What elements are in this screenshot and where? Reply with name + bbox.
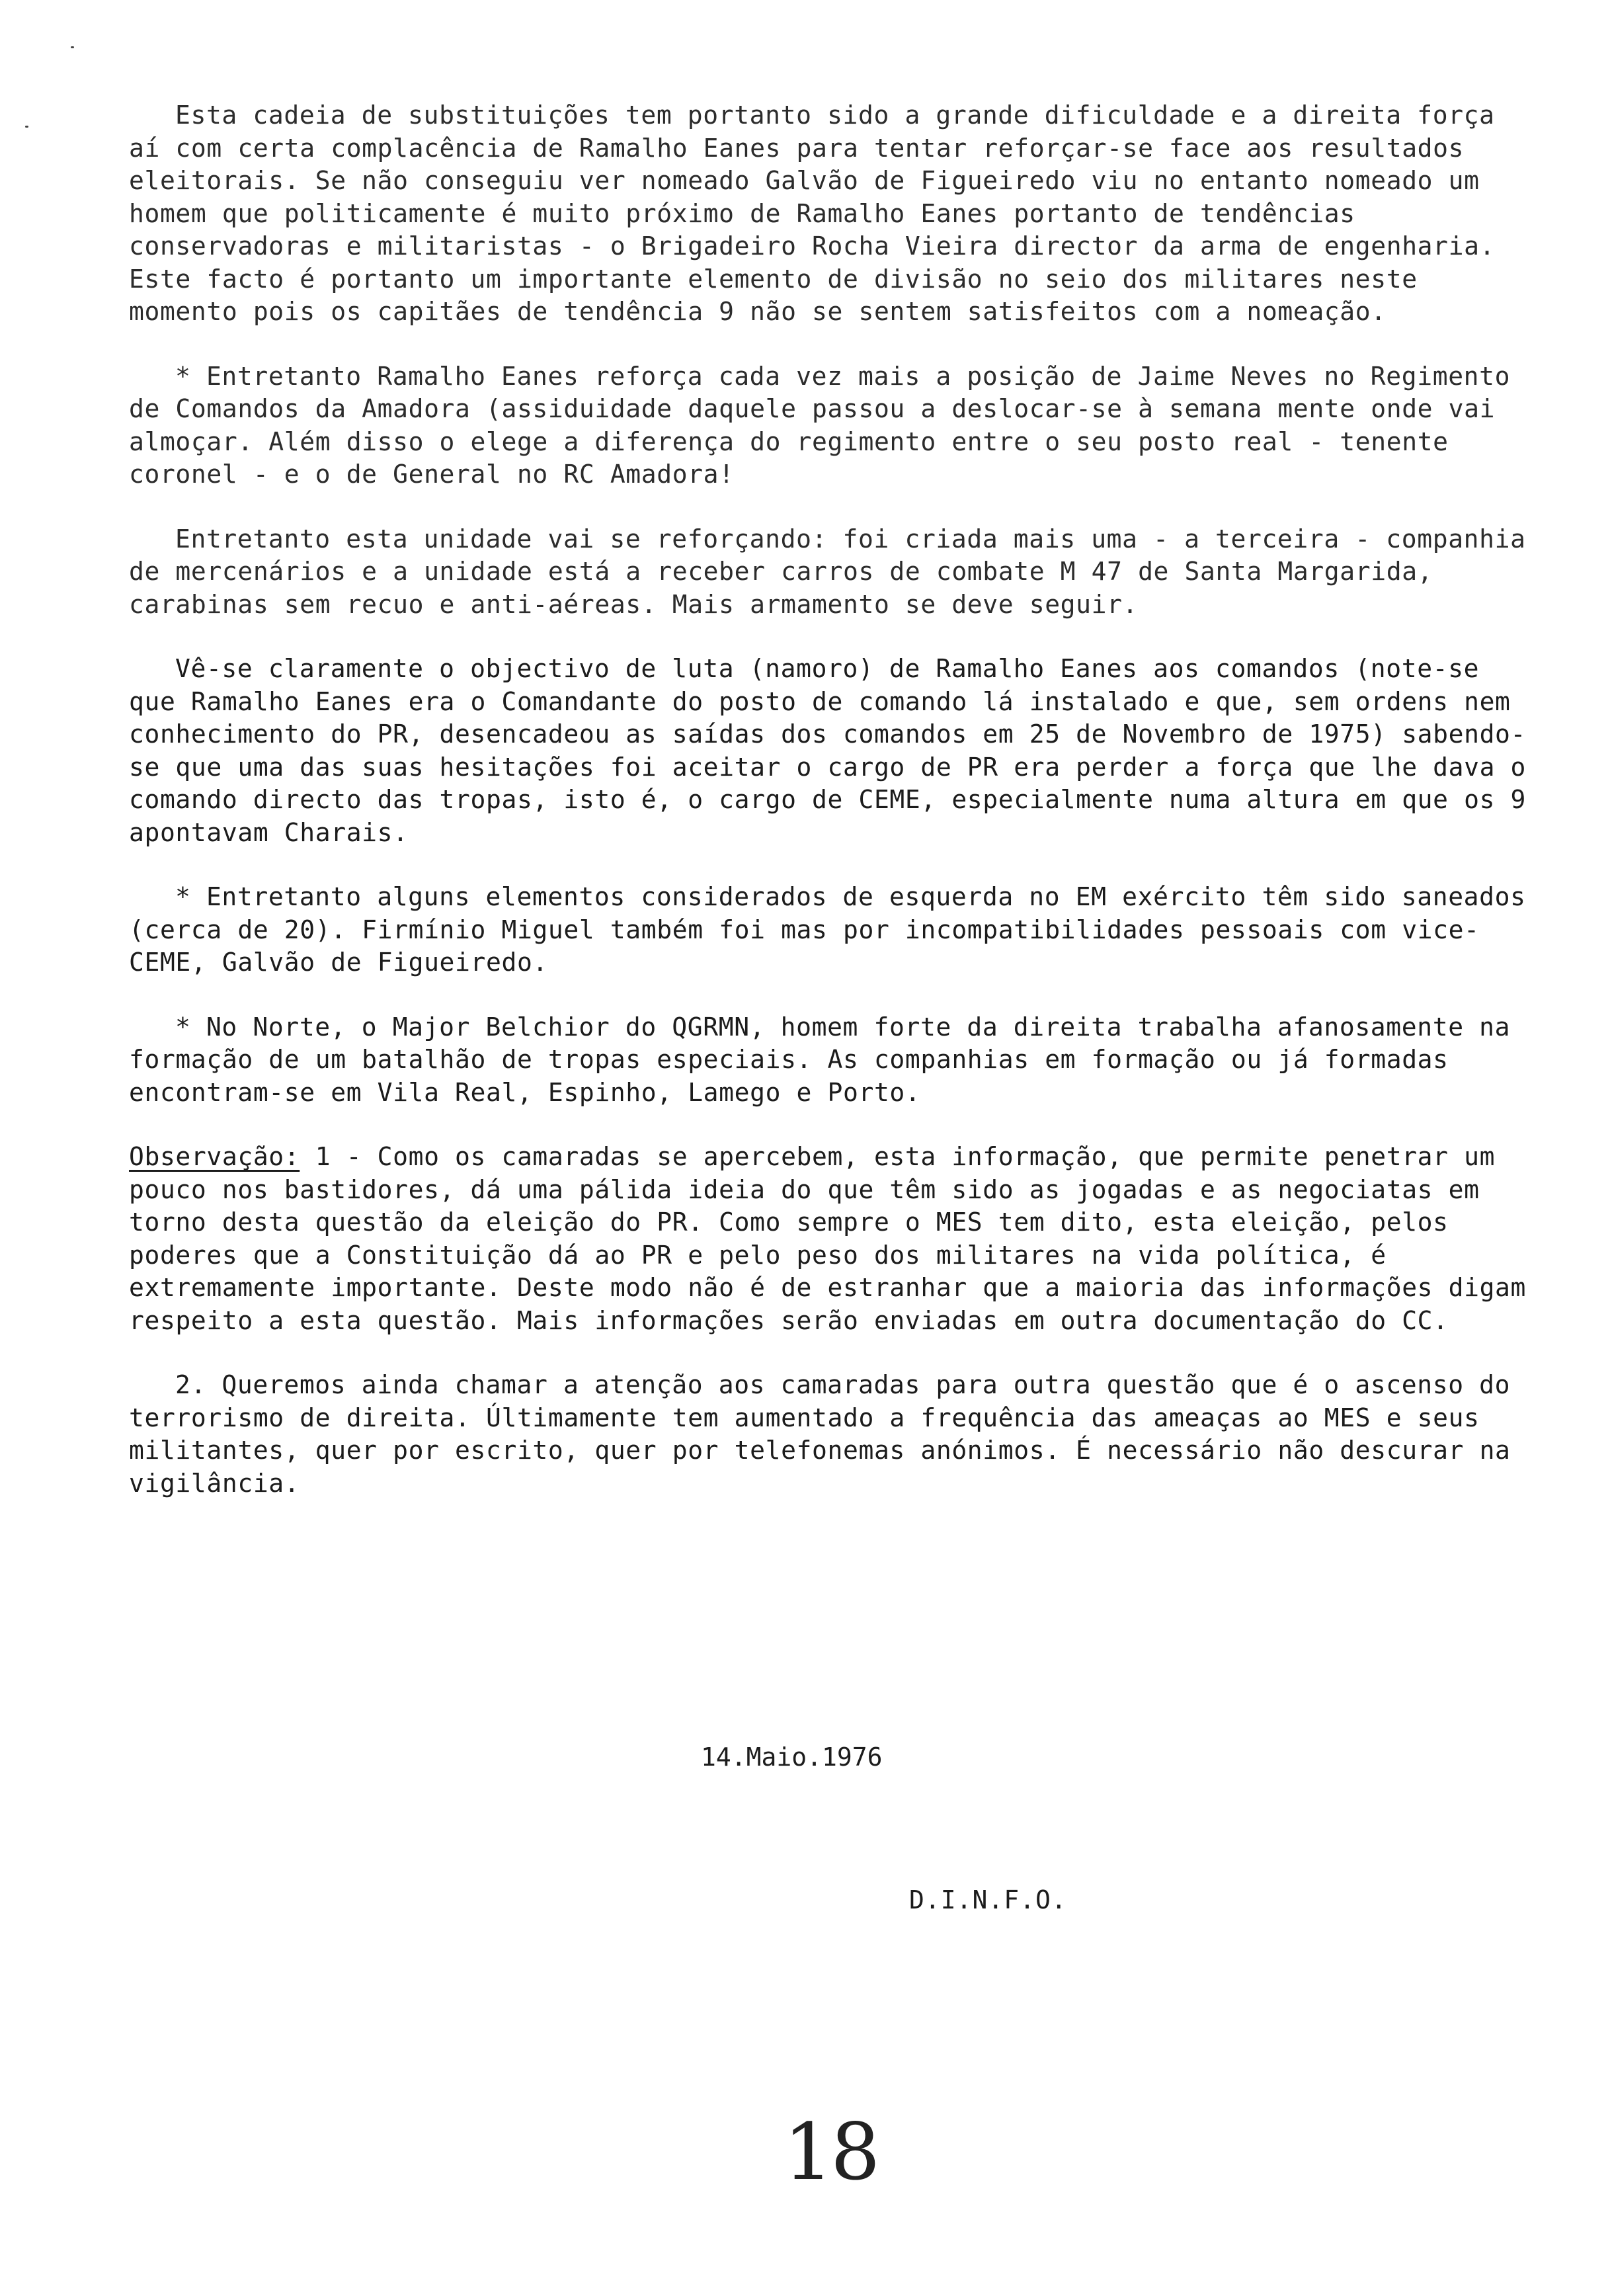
document-body	[129, 99, 1531, 1532]
paragraph-eanes-objective: Vê-se claramente o objectivo de luta (namoro) de Ramalho Eanes aos comandos (note-se que Ramalho Eanes era o Comandante do posto de comando lá instalado e que, sem ordens nem conhecimento do PR, desencadeou as saídas dos comandos em 25 de Novembro de 1975) sabendo-se que uma das suas hesitações foi aceitar o cargo de PR era perder a força que lhe dava o comando directo das tropas, isto é, o cargo de CEME, especialmente numa altura em que os 9 apontavam Charais.	[129, 654, 1527, 847]
observation-text: 1 - Como os camaradas se apercebem, esta informação, que permite penetrar um pouco nos bastidores, dá uma pálida ideia do que têm sido as jogadas e as negociatas em torno desta questão da eleição do PR. Como sempre o MES tem dito, esta eleição, pelos poderes que a Constituição dá ao PR e pelo peso dos militares na vida política, é extremamente importante. Deste modo não é de estranhar que a maioria das informações digam respeito a esta questão. Mais informações serão enviadas em outra documentação do CC.	[129, 1142, 1527, 1335]
document-date: 14.Maio.1976	[701, 1742, 883, 1772]
page-number: 18	[784, 2106, 878, 2197]
paragraph-right-wing-terrorism: 2. Queremos ainda chamar a atenção aos camaradas para outra questão que é o ascenso do terrorismo de direita. Últimamente tem aumentado a frequência das ameaças ao MES e seus militantes, quer por escrito, quer por telefonemas anónimos. É necessário não descurar na vigilância.	[129, 1370, 1511, 1498]
paragraph-jaime-neves: * Entretanto Ramalho Eanes reforça cada vez mais a posição de Jaime Neves no Regimento de Comandos da Amadora (assiduidade daquele passou a deslocar-se à semana mente onde vai almoçar. Além disso o elege a diferença do regimento entre o seu posto real - tenente coronel - e o de General no RC Amadora!	[129, 361, 1511, 489]
scan-speck	[25, 126, 28, 128]
paragraph-left-elements: * Entretanto alguns elementos considerados de esquerda no EM exército têm sido saneados (cerca de 20). Firmínio Miguel também foi mas por incompatibilidades pessoais com vice-CEME, Galvão de Figueiredo.	[129, 882, 1526, 977]
paragraph-amadora-unit: Entretanto esta unidade vai se reforçando: foi criada mais uma - a terceira - companhia de mercenários e a unidade está a receber carros de combate M 47 de Santa Margarida, carabinas sem recuo e anti-aéreas. Mais armamento se deve seguir.	[129, 524, 1526, 619]
paragraph-substitutions: Esta cadeia de substituições tem portanto sido a grande dificuldade e a direita força aí com certa complacência de Ramalho Eanes para tentar reforçar-se face aos resultados eleitorais. Se não conseguiu ver nomeado Galvão de Figueiredo viu no entanto nomeado um homem que politicamente é muito próximo de Ramalho Eanes portanto de tendências conservadoras e militaristas - o Brigadeiro Rocha Vieira director da arma de engenharia. Este facto é portanto um importante elemento de divisão no seio dos militares neste momento pois os capitães de tendência 9 não se sentem satisfeitos com a nomeação.	[129, 101, 1496, 326]
scan-speck	[71, 46, 74, 48]
observation-label: Observação:	[129, 1142, 300, 1171]
paragraph-north-belchior: * No Norte, o Major Belchior do QGRMN, homem forte da direita trabalha afanosamente na formação de um batalhão de tropas especiais. As companhias em formação ou já formadas encontram-se em Vila Real, Espinho, Lamego e Porto.	[129, 1012, 1511, 1107]
signature: D.I.N.F.O.	[909, 1885, 1067, 1914]
paragraph-observation	[129, 1141, 1531, 1337]
